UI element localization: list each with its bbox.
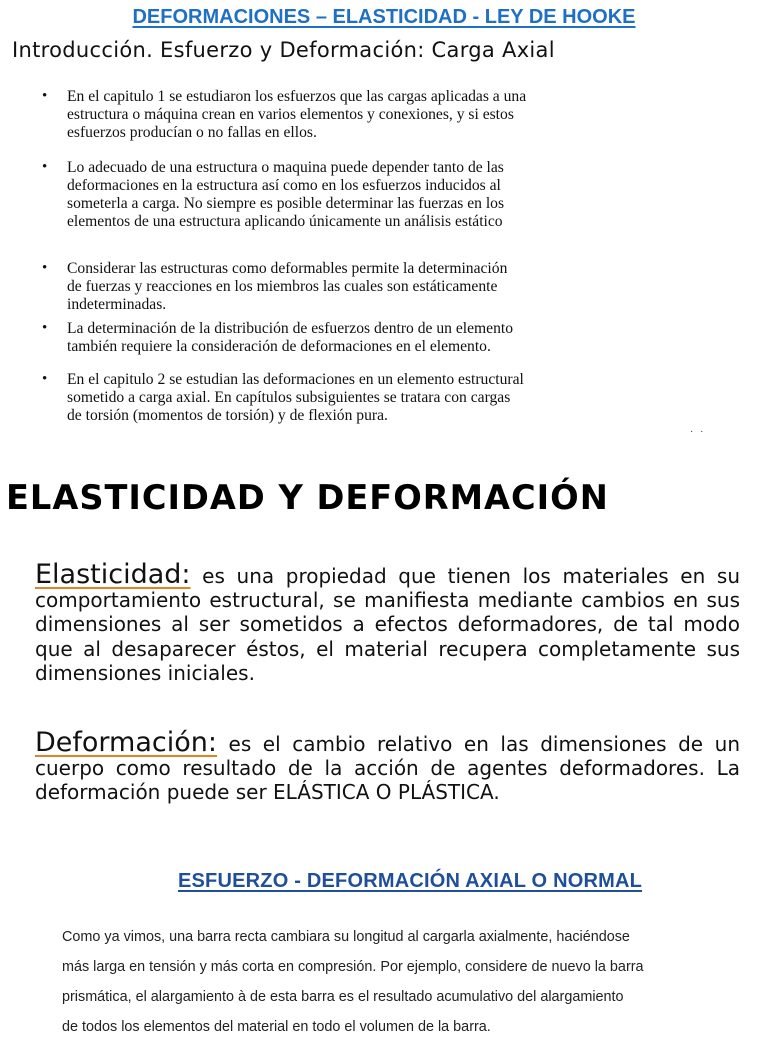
deformacion-term: Deformación:	[35, 727, 217, 758]
slide-subtitle: Introducción. Esfuerzo y Deformación: Carga Axial	[12, 38, 555, 62]
bullet-line: someterla a carga. No siempre es posible determinar las fuerzas en los	[67, 195, 505, 212]
deformacion-paragraph	[35, 727, 740, 805]
bullet-line: de fuerzas y reacciones en los miembros las cuales son estáticamente	[67, 278, 498, 295]
bullet-line: • Lo adecuado de una estructura o maquina puede depender tanto de las	[67, 159, 504, 176]
bullet-line: también requiere la consideración de deformaciones en el elemento.	[67, 338, 491, 355]
bullet-line: estructura o máquina crean en varios elementos y conexiones, y si estos	[67, 106, 514, 123]
elasticidad-term: Elasticidad:	[35, 559, 191, 590]
bullet-line: • La determinación de la distribución de esfuerzos dentro de un elemento	[67, 320, 513, 337]
body-line: más larga en tensión y más corta en compresión. Por ejemplo, considere de nuevo la barra	[62, 959, 644, 975]
bullet-line: esfuerzos producían o no fallas en ellos.	[67, 124, 317, 141]
body-line: prismática, el alargamiento à de esta barra es el resultado acumulativo del alargamiento	[62, 989, 624, 1005]
bullet-line: de torsión (momentos de torsión) y de flexión pura.	[67, 407, 388, 424]
bullet-line: elementos de una estructura aplicando únicamente un análisis estático	[67, 213, 503, 230]
bullet-item	[46, 260, 736, 314]
bullet-line: indeterminadas.	[67, 296, 167, 313]
bullet-item	[46, 88, 736, 142]
decorative-dots: · ·	[690, 426, 706, 437]
body-line: de todos los elementos del material en todo el volumen de la barra.	[62, 1019, 491, 1035]
bullet-line: • En el capitulo 2 se estudian las deformaciones en un elemento estructural	[67, 371, 524, 388]
bullet-line: • En el capitulo 1 se estudiaron los esfuerzos que las cargas aplicadas a una	[67, 88, 527, 105]
axial-body-text	[62, 922, 712, 1042]
elasticidad-definition: es una propiedad que tienen los materiales en su comportamiento estructural, se manifiesta mediante cambios en sus dimensiones al ser sometidos a efectos deformadores, de tal modo que al desaparecer éstos, el material recupera completamente sus dimensiones iniciales.	[35, 564, 740, 685]
bullet-item	[46, 159, 736, 231]
section-title: ELASTICIDAD Y DEFORMACIÓN	[6, 478, 609, 517]
deformacion-definition: es el cambio relativo en las dimensiones de un cuerpo como resultado de la acción de agentes deformadores. La deformación puede ser ELÁSTICA O PLÁSTICA.	[35, 732, 740, 805]
body-line: Como ya vimos, una barra recta cambiara su longitud al cargarla axialmente, haciéndose	[62, 929, 630, 945]
bullet-line: deformaciones en la estructura así como en los esfuerzos inducidos al	[67, 177, 501, 194]
bullet-item	[46, 371, 736, 425]
elasticidad-paragraph	[35, 559, 740, 685]
bullet-line: • Considerar las estructuras como deformables permite la determinación	[67, 260, 508, 277]
bullet-line: sometido a carga axial. En capítulos subsiguientes se tratara con cargas	[67, 389, 511, 406]
document-title: DEFORMACIONES – ELASTICIDAD - LEY DE HOOKE	[132, 6, 636, 28]
bullet-item	[46, 320, 736, 356]
axial-section-heading: ESFUERZO - DEFORMACIÓN AXIAL O NORMAL	[177, 870, 643, 892]
